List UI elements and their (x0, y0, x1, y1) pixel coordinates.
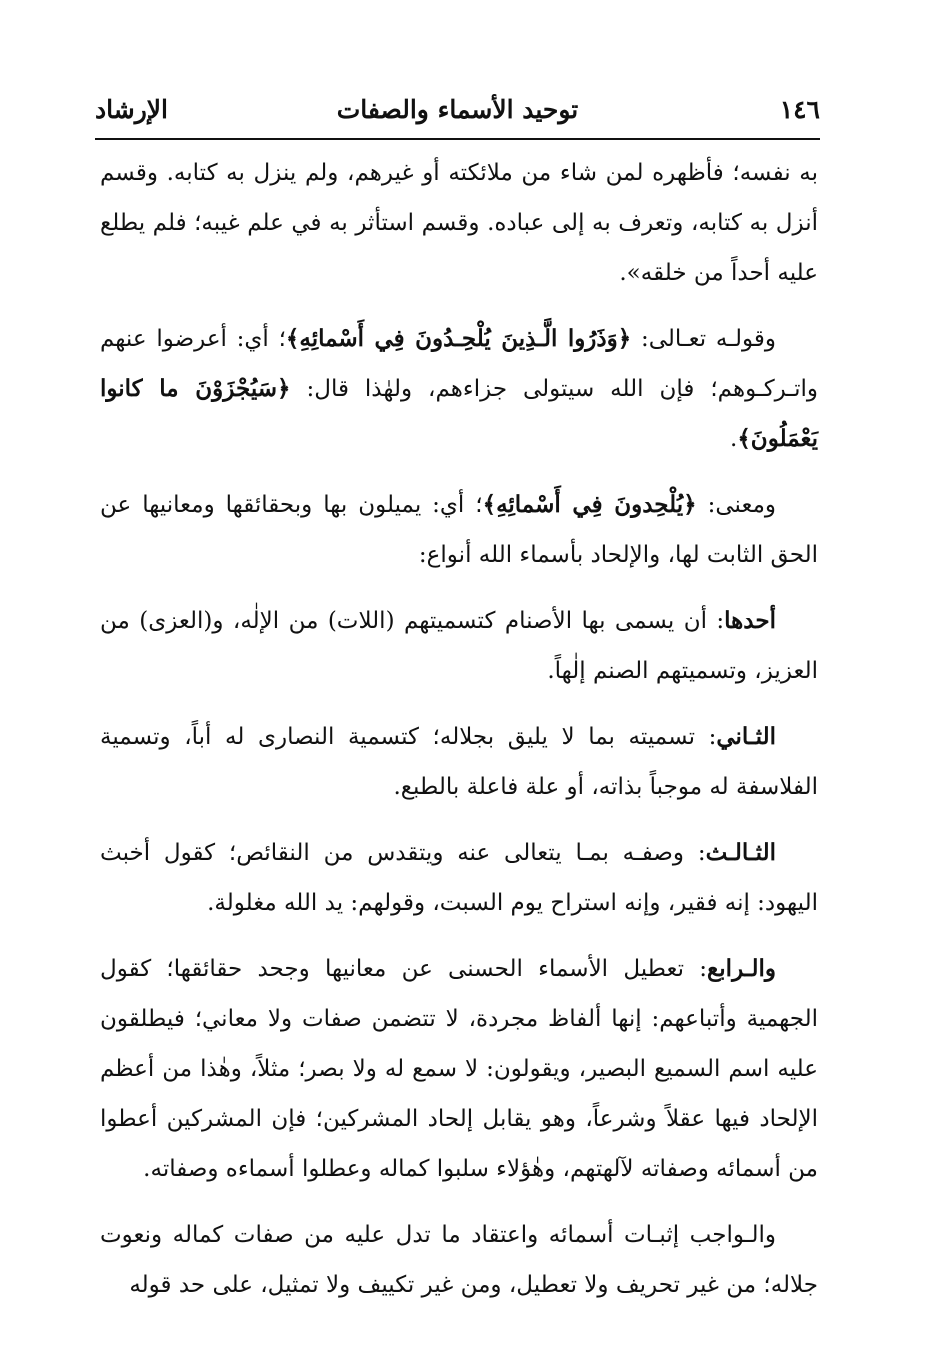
paragraph-meaning (100, 480, 818, 580)
type-heading: الثـاني (716, 723, 776, 750)
type-heading: الثـالـث (705, 839, 776, 866)
paragraph-text: : تسميته بما لا يليق بجلاله؛ كتسمية النصارى له أباً، وتسمية الفلاسفة له موجباً بذاته، أو علة فاعلة بالطبع. (100, 724, 818, 800)
page-header (95, 88, 820, 130)
paragraph-obligation (100, 1210, 818, 1310)
paragraph-continuation (100, 148, 818, 298)
paragraph-text: ؛ أي: يميلون بها وبحقائقها ومعانيها عن الحق الثابت لها، والإلحاد بأسماء الله أنواع: (100, 492, 818, 568)
paragraph-text: . (730, 426, 738, 452)
paragraph-type-3 (100, 828, 818, 928)
type-heading: والـرابع (707, 955, 776, 982)
paragraph-text: : تعطيل الأسماء الحسنى عن معانيها وجحد حقائقها؛ كقول الجهمية وأتباعهم: إنها ألفاظ مجردة، لا تتضمن صفات ولا معاني؛ فيطلقون عليه اسم السميع البصير، ويقولون: لا سمع له ولا بصر؛ مثلاً، وهٰذا من أعظم الإلحاد فيها عقلاً وشرعاً، وهو يقابل إلحاد المشركين؛ فإن المشركين أعطوا من أسمائه وصفاته لآلهتهم، وهٰؤلاء سلبوا كماله وعطلوا أسماءه وصفاته. (100, 956, 818, 1182)
paragraph-text: والـواجب إثبـات أسمائه واعتقاد ما تدل عليه من صفات كماله ونعوت جلاله؛ من غير تحريف ولا تعطيل، ومن غير تكييف ولا تمثيل، على حد قوله (100, 1222, 818, 1298)
paragraph-type-2 (100, 712, 818, 812)
chapter-title: توحيد الأسماء والصفات (336, 94, 579, 124)
quran-verse: ﴿يُلْحِدونَ فِي أَسْمائِهِ﴾ (482, 491, 697, 518)
paragraph-text: ومعنى: (696, 492, 776, 518)
paragraph-verse-commentary (100, 314, 818, 464)
header-divider (95, 138, 820, 140)
paragraph-text: ؛ أي: أعرضوا عنهم واتـركـوهم؛ فإن الله سيتولى جزاءهم، ولهٰذا قال: (100, 326, 818, 402)
paragraph-type-1 (100, 596, 818, 696)
paragraph-text: به نفسه؛ فأظهره لمن شاء من ملائكته أو غيرهم، ولم ينزل به كتابه. وقسم أنزل به كتابه، وتعرف به إلى عباده. وقسم استأثر به في علم غيبه؛ فلم يطلع عليه أحداً من خلقه». (100, 160, 818, 286)
quran-verse: ﴿سَيُجْزَوْنَ ما كانوا يَعْمَلُونَ﴾ (100, 375, 818, 452)
page-number: ١٤٦ (779, 94, 820, 124)
paragraph-text: : أن يسمى بها الأصنام كتسميتهم (اللات) من الإلٰه، و(العزى) من العزيز، وتسميتهم الصنم إلٰهاً. (100, 608, 818, 684)
book-title: الإرشاد (95, 94, 168, 124)
paragraph-text: وقولـه تعـالى: (631, 326, 776, 352)
type-heading: أحدها (724, 607, 776, 634)
paragraph-text: : وصفـه بمـا يتعالى عنه ويتقدس من النقائص؛ كقول أخبث اليهود: إنه فقير، وإنه استراح يوم السبت، وقولهم: يد الله مغلولة. (100, 840, 818, 916)
page-body (100, 148, 818, 1320)
paragraph-type-4 (100, 944, 818, 1194)
quran-verse: ﴿وَذَرُوا الَّـذِينَ يُلْحِـدُونَ فِي أَسْمائِهِ﴾ (285, 325, 632, 352)
